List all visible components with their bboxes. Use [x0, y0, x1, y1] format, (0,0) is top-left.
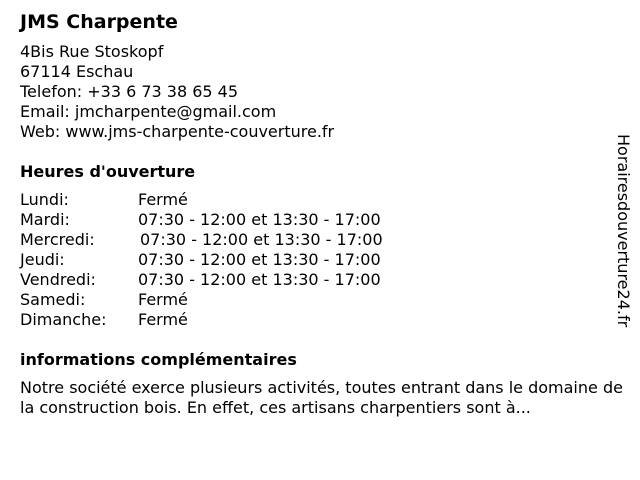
address-line-2: 67114 Eschau — [20, 62, 134, 81]
site-watermark: Horairesdouverture24.fr — [614, 134, 633, 328]
hours-day: Jeudi: — [20, 250, 65, 269]
hours-time: 07:30 - 12:00 et 13:30 - 17:00 — [138, 210, 381, 229]
additional-info-text: Notre société exerce plusieurs activités, toutes entrant dans le domaine de la construction bois. En effet, ces artisans charpentiers sont à... — [20, 378, 623, 417]
additional-info-title: informations complémentaires — [20, 350, 297, 369]
hours-day: Lundi: — [20, 190, 69, 209]
email-line[interactable]: Email: jmcharpente@gmail.com — [20, 102, 277, 121]
opening-hours-title: Heures d'ouverture — [20, 162, 196, 181]
hours-time: Fermé — [138, 310, 188, 329]
business-card — [20, 8, 623, 418]
hours-time: Fermé — [138, 290, 188, 309]
hours-row-tuesday — [20, 210, 610, 230]
web-line[interactable]: Web: www.jms-charpente-couverture.fr — [20, 122, 335, 141]
hours-day: Mercredi: — [20, 230, 95, 249]
hours-time: 07:30 - 12:00 et 13:30 - 17:00 — [138, 250, 381, 269]
hours-row-wednesday — [20, 230, 610, 250]
address-line-1: 4Bis Rue Stoskopf — [20, 42, 164, 61]
hours-day: Mardi: — [20, 210, 70, 229]
hours-day: Dimanche: — [20, 310, 107, 329]
hours-time: 07:30 - 12:00 et 13:30 - 17:00 — [138, 270, 381, 289]
phone-line[interactable]: Telefon: +33 6 73 38 65 45 — [20, 82, 239, 101]
hours-row-monday — [20, 190, 610, 210]
hours-row-friday — [20, 270, 610, 290]
hours-time: Fermé — [138, 190, 188, 209]
hours-row-saturday — [20, 290, 610, 310]
hours-row-thursday — [20, 250, 610, 270]
hours-day: Samedi: — [20, 290, 86, 309]
hours-time: 07:30 - 12:00 et 13:30 - 17:00 — [140, 230, 383, 249]
hours-day: Vendredi: — [20, 270, 96, 289]
business-name: JMS Charpente — [20, 11, 178, 33]
hours-row-sunday — [20, 310, 610, 330]
